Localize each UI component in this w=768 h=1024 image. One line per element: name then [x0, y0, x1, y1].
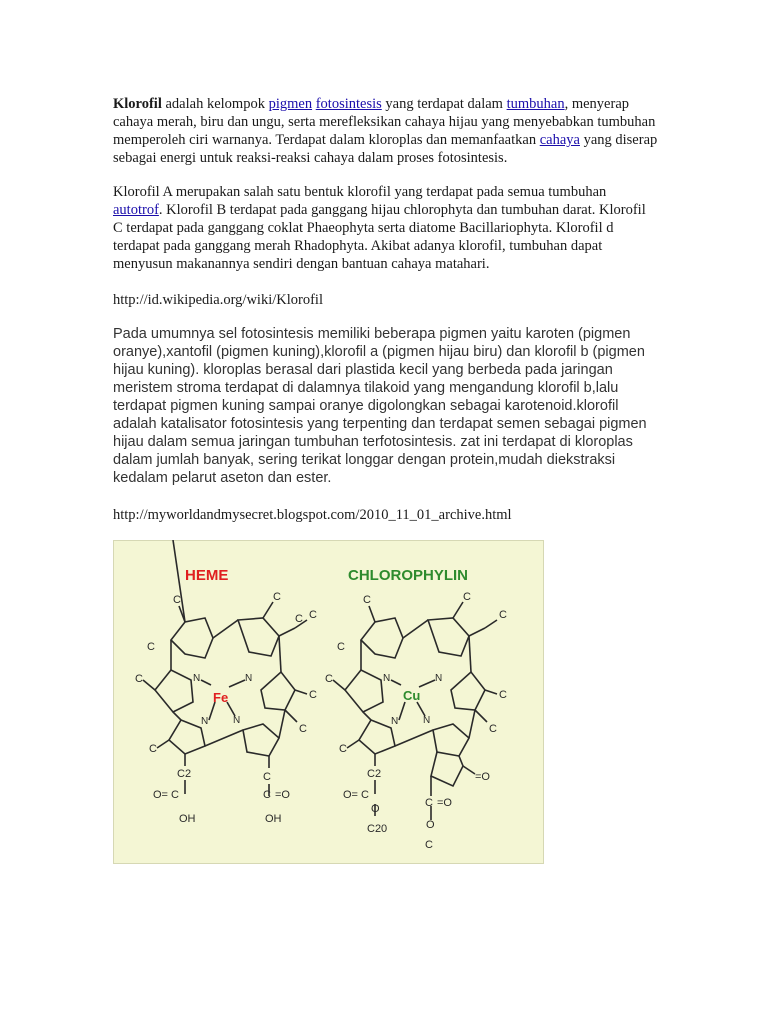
chl-atom-c: C — [463, 591, 471, 603]
heme-atom-c: C — [135, 673, 143, 685]
text: adalah kelompok — [161, 96, 269, 112]
heme-metal-fe: Fe — [213, 690, 229, 705]
source-url-blogspot: http://myworldandmysecret.blogspot.com/2010_11_01_archive.html — [113, 507, 512, 523]
chl-atom-c: C — [425, 839, 433, 851]
heme-atom-oh: OH — [265, 813, 282, 825]
heme-atom-c: C — [263, 771, 271, 783]
chl-atom-o: O — [426, 819, 435, 831]
heme-atom-o-eq: O= — [153, 789, 168, 801]
text: . Klorofil B terdapat pada ganggang hijau chlorophyta dan tumbuhan darat. Klorofil C terdapat pada ganggang coklat Phaeophyta serta diatome Bacillariophyta. Klorofil d terdapat pada ganggang merah Rhadophyta. Akibat adanya klorofil, tumbuhan dapat menyusun makanannya sendiri dengan bantuan cahaya matahari. — [113, 202, 646, 272]
heme-atom-c: C — [309, 689, 317, 701]
heme-chlorophylin-figure — [113, 540, 544, 864]
chl-atom-n: N — [423, 715, 431, 726]
chl-atom-n: N — [391, 716, 399, 727]
chl-atom-c: C — [363, 594, 371, 606]
chl-atom-eq-o: =O — [475, 771, 490, 783]
paragraph-klorofil-definition — [113, 95, 658, 167]
heme-atom-n: N — [193, 673, 201, 684]
chl-atom-c: C — [339, 743, 347, 755]
chl-metal-cu: Cu — [403, 688, 421, 703]
heme-atom-c: C — [263, 789, 271, 801]
chl-atom-c2: C2 — [367, 768, 382, 780]
structure-diagram — [113, 540, 544, 864]
link-pigmen[interactable]: pigmen — [268, 96, 313, 112]
chl-atom-eq-o: =O — [437, 797, 452, 809]
chl-atom-c: C — [499, 609, 507, 621]
heme-atom-c: C — [273, 591, 281, 603]
heme-atom-c2: C2 — [177, 768, 192, 780]
heme-atom-eq-o: =O — [275, 789, 290, 801]
paragraph-klorofil-types — [113, 183, 658, 273]
text: Klorofil A merupakan salah satu bentuk klorofil yang terdapat pada semua tumbuhan — [113, 184, 607, 200]
link-autotrof[interactable]: autotrof — [113, 202, 159, 218]
chl-atom-c: C — [499, 689, 507, 701]
heme-atom-oh: OH — [179, 813, 196, 825]
heme-atom-n: N — [233, 715, 241, 726]
link-tumbuhan[interactable]: tumbuhan — [506, 96, 565, 112]
heme-atom-c: C — [171, 789, 179, 801]
text: yang terdapat dalam — [381, 96, 507, 112]
chl-atom-n: N — [383, 673, 391, 684]
heme-atom-n: N — [201, 716, 209, 727]
heme-atom-c: C — [309, 609, 317, 621]
heme-atom-cc: C — [295, 613, 303, 625]
heme-atom-c: C — [149, 743, 157, 755]
link-cahaya[interactable]: cahaya — [539, 132, 580, 148]
chl-atom-c: C — [425, 797, 433, 809]
heme-title: HEME — [185, 567, 229, 584]
chl-atom-o-eq: O= — [343, 789, 358, 801]
source-url-wikipedia: http://id.wikipedia.org/wiki/Klorofil — [113, 292, 323, 308]
chl-atom-c: C — [325, 673, 333, 685]
heme-atom-c: C — [147, 641, 155, 653]
heme-atom-c: C — [173, 594, 181, 606]
chl-atom-n: N — [435, 673, 443, 684]
chl-atom-o: O — [371, 803, 380, 815]
term-klorofil: Klorofil — [113, 96, 162, 112]
heme-atom-c: C — [299, 723, 307, 735]
chl-atom-c: C — [337, 641, 345, 653]
chl-atom-c20: C20 — [367, 823, 388, 835]
link-fotosintesis[interactable]: fotosintesis — [315, 96, 382, 112]
heme-atom-n: N — [245, 673, 253, 684]
chl-atom-c: C — [361, 789, 369, 801]
chl-atom-c: C — [489, 723, 497, 735]
text: yang diserap sebagai energi untuk reaksi-reaksi cahaya dalam proses fotosintesis. — [113, 132, 658, 166]
paragraph-pigmen-fotosintesis: Pada umumnya sel fotosintesis memiliki beberapa pigmen yaitu karoten (pigmen oranye),xantofil (pigmen kuning),klorofil a (pigmen hijau biru) dan klorofil b (pigmen hijau kuning). kloroplas berasal dari plastida kecil yang berbeda pada jaringan meristem stroma terdapat di dalamnya tilakoid yang mengandung klorofil b,lalu terdapat pigmen kuning sampai oranye digolongkan sebagai karotenoid.klorofil adalah katalisator fotosintesis yang terpenting dan terdapat semen sebagai pigmen hijau dalam semua jaringan tumbuhan terfotosintesis. zat ini terdapat di kloroplas dalam jumlah banyak, sering terikat longgar dengan protein,mudah diekstraksi kedalam pelarut aseton dan ester. — [113, 326, 647, 486]
text: , menyerap cahaya merah, biru dan ungu, serta merefleksikan cahaya hijau yang menyebabkan tumbuhan memperoleh ciri warnanya. Terdapat dalam kloroplas dan memanfaatkan — [113, 96, 656, 148]
chlorophylin-title: CHLOROPHYLIN — [348, 567, 468, 584]
